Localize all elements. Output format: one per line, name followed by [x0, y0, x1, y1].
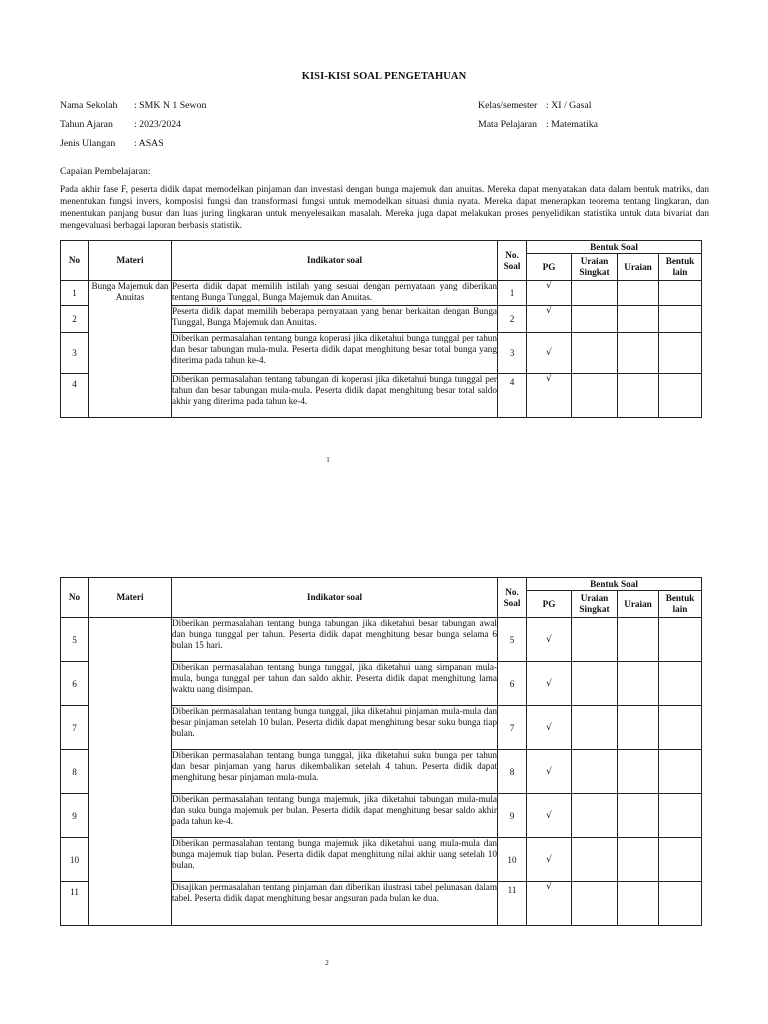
row-no: 2 [61, 306, 89, 333]
row-no: 4 [61, 374, 89, 418]
bentuk-lain-cell [659, 306, 702, 333]
pg-check-icon: √ [527, 838, 572, 882]
indikator-cell: Disajikan permasalahan tentang pinjaman dan diberikan ilustrasi tabel pelunasan dalam tabel. Peserta didik dapat menghitung besar angsuran pada bulan ke dua. [172, 882, 498, 926]
meta-left [60, 96, 206, 153]
meta-value: : 2023/2024 [134, 119, 182, 130]
meta-row-mata-pelajaran [478, 115, 598, 134]
bentuk-lain-cell [659, 662, 702, 706]
meta-value: : SMK N 1 Sewon [134, 100, 207, 111]
uraian-cell [618, 306, 659, 333]
bentuk-lain-cell [659, 618, 702, 662]
materi-cell: Bunga Majemuk dan Anuitas [89, 281, 172, 418]
page-title: KISI-KISI SOAL PENGETAHUAN [301, 71, 467, 82]
row-no: 6 [61, 662, 89, 706]
header-pg: PG [527, 254, 572, 281]
uraian-cell [618, 618, 659, 662]
pg-check-icon: √ [527, 706, 572, 750]
header-no-soal: No. Soal [498, 578, 527, 618]
soal-number: 7 [498, 706, 527, 750]
row-no: 10 [61, 838, 89, 882]
meta-label: Mata Pelajaran [478, 119, 538, 130]
indikator-cell: Peserta didik dapat memilih istilah yang sesuai dengan pernyataan yang diberikan tentang Bunga Tunggal, Bunga Majemuk dan Anuitas. [172, 281, 498, 306]
indikator-cell: Diberikan permasalahan tentang bunga tunggal, jika diketahui uang simpanan mula-mula, bunga tunggal per tahun dan saldo akhir. Peserta didik dapat menghitung lama waktu uang disimpan. [172, 662, 498, 706]
header-no: No [61, 241, 89, 281]
indikator-cell: Diberikan permasalahan tentang bunga tunggal, jika diketahui suku bunga per tahun dan besar pinjaman yang harus dikembalikan setelah 4 tahun. Peserta didik dapat menghitung besar pinjaman mula-mula. [172, 750, 498, 794]
uraian-singkat-cell [572, 618, 618, 662]
uraian-cell [618, 838, 659, 882]
header-indikator: Indikator soal [172, 578, 498, 618]
meta-label: Nama Sekolah [60, 100, 118, 111]
materi-cell [89, 618, 172, 926]
row-no: 11 [61, 882, 89, 926]
pg-check-icon: √ [527, 662, 572, 706]
uraian-singkat-cell [572, 306, 618, 333]
soal-number: 5 [498, 618, 527, 662]
soal-number: 4 [498, 374, 527, 418]
header-uraian: Uraian [618, 591, 659, 618]
header-bentuk-soal: Bentuk Soal [527, 241, 702, 254]
meta-row-jenis-ulangan [60, 134, 206, 153]
capaian-text: Pada akhir fase F, peserta didik dapat memodelkan pinjaman dan investasi dengan bunga majemuk dan anuitas. Mereka dapat menyatakan data dalam bentuk matriks, dan menentukan fungsi invers, komposisi fungsi dan transformasi fungsi untuk memodelkan situasi dunia nyata. Mereka dapat menerapkan teorema tentang lingkaran, dan menentukan panjang busur dan luas juring lingkaran untuk menyelesaikan masalah. Mereka juga dapat melakukan proses penyelidikan statistika untuk data bivariat dan mengevaluasi berbagai laporan berbasis statistik. [60, 185, 709, 232]
uraian-singkat-cell [572, 794, 618, 838]
meta-label: Jenis Ulangan [60, 138, 116, 149]
pg-check-icon: √ [527, 794, 572, 838]
indikator-cell: Diberikan permasalahan tentang tabungan di koperasi jika diketahui bunga tunggal per tahun dan besar tabungan mula-mula. Peserta didik dapat menghitung besar total saldo akhir yang diterima pada tahun ke-4. [172, 374, 498, 418]
bentuk-lain-cell [659, 838, 702, 882]
soal-number: 1 [498, 281, 527, 306]
meta-value: : XI / Gasal [546, 100, 592, 111]
indikator-cell: Diberikan permasalahan tentang bunga tabungan jika diketahui besar tabungan awal dan bunga tunggal per tahun. Peserta didik dapat menghitung besar bunga selama 6 bulan 15 hari. [172, 618, 498, 662]
pg-check-icon: √ [527, 374, 572, 418]
uraian-cell [618, 662, 659, 706]
capaian-heading: Capaian Pembelajaran: [60, 166, 151, 177]
bentuk-lain-cell [659, 281, 702, 306]
meta-row-kelas-semester [478, 96, 598, 115]
header-materi: Materi [89, 578, 172, 618]
soal-number: 8 [498, 750, 527, 794]
row-no: 7 [61, 706, 89, 750]
bentuk-lain-cell [659, 374, 702, 418]
row-no: 8 [61, 750, 89, 794]
uraian-singkat-cell [572, 838, 618, 882]
meta-value: : Matematika [546, 119, 598, 130]
bentuk-lain-cell [659, 882, 702, 926]
indikator-cell: Peserta didik dapat memilih beberapa pernyataan yang benar berkaitan dengan Bunga Tunggal, Bunga Majemuk dan Anuitas. [172, 306, 498, 333]
bentuk-lain-cell [659, 750, 702, 794]
soal-number: 6 [498, 662, 527, 706]
header-no-soal: No. Soal [498, 241, 527, 281]
table-row [61, 618, 702, 662]
pg-check-icon: √ [527, 333, 572, 374]
pg-check-icon: √ [527, 882, 572, 926]
pg-check-icon: √ [527, 281, 572, 306]
header-bentuk-lain: Bentuk lain [659, 591, 702, 618]
meta-label: Tahun Ajaran [60, 119, 113, 130]
row-no: 3 [61, 333, 89, 374]
indikator-cell: Diberikan permasalahan tentang bunga koperasi jika diketahui bunga tunggal per tahun dan besar tabungan mula-mula. Peserta didik dapat menghitung besar total bunga yang diterima pada tahun ke-4. [172, 333, 498, 374]
header-bentuk-lain: Bentuk lain [659, 254, 702, 281]
meta-row-nama-sekolah [60, 96, 206, 115]
pg-check-icon: √ [527, 618, 572, 662]
table-row [61, 281, 702, 306]
header-uraian-singkat: Uraian Singkat [572, 254, 618, 281]
meta-label: Kelas/semester [478, 100, 538, 111]
soal-number: 11 [498, 882, 527, 926]
header-materi: Materi [89, 241, 172, 281]
indikator-cell: Diberikan permasalahan tentang bunga majemuk jika diketahui uang mula-mula dan bunga majemuk tiap bulan. Peserta didik dapat menghitung nilai akhir uang setelah 10 bulan. [172, 838, 498, 882]
header-uraian-singkat: Uraian Singkat [572, 591, 618, 618]
uraian-cell [618, 281, 659, 306]
header-bentuk-soal: Bentuk Soal [527, 578, 702, 591]
uraian-singkat-cell [572, 374, 618, 418]
row-no: 9 [61, 794, 89, 838]
uraian-singkat-cell [572, 706, 618, 750]
uraian-cell [618, 794, 659, 838]
header-uraian: Uraian [618, 254, 659, 281]
uraian-cell [618, 882, 659, 926]
uraian-singkat-cell [572, 750, 618, 794]
soal-number: 2 [498, 306, 527, 333]
header-indikator: Indikator soal [172, 241, 498, 281]
uraian-singkat-cell [572, 882, 618, 926]
bentuk-lain-cell [659, 333, 702, 374]
uraian-singkat-cell [572, 662, 618, 706]
uraian-cell [618, 374, 659, 418]
soal-number: 3 [498, 333, 527, 374]
uraian-cell [618, 333, 659, 374]
pg-check-icon: √ [527, 750, 572, 794]
uraian-cell [618, 706, 659, 750]
indikator-cell: Diberikan permasalahan tentang bunga majemuk, jika diketahui tabungan mula-mula dan suku bunga majemuk per bulan. Peserta didik dapat menghitung besar saldo akhir pada tahun ke-4. [172, 794, 498, 838]
pg-check-icon: √ [527, 306, 572, 333]
kisi-table-page-2 [60, 577, 702, 926]
indikator-cell: Diberikan permasalahan tentang bunga tunggal, jika diketahui pinjaman mula-mula dan besar pinjaman setelah 10 bulan. Peserta didik dapat menghitung besar suku bunga tiap bulan. [172, 706, 498, 750]
page-number: 2 [325, 959, 329, 967]
page-number: 1 [326, 456, 330, 464]
soal-number: 9 [498, 794, 527, 838]
row-no: 1 [61, 281, 89, 306]
bentuk-lain-cell [659, 706, 702, 750]
uraian-cell [618, 750, 659, 794]
kisi-table-page-1 [60, 240, 702, 418]
header-pg: PG [527, 591, 572, 618]
bentuk-lain-cell [659, 794, 702, 838]
uraian-singkat-cell [572, 333, 618, 374]
meta-right [478, 96, 598, 134]
uraian-singkat-cell [572, 281, 618, 306]
soal-number: 10 [498, 838, 527, 882]
header-no: No [61, 578, 89, 618]
meta-value: : ASAS [134, 138, 164, 149]
meta-row-tahun-ajaran [60, 115, 206, 134]
row-no: 5 [61, 618, 89, 662]
